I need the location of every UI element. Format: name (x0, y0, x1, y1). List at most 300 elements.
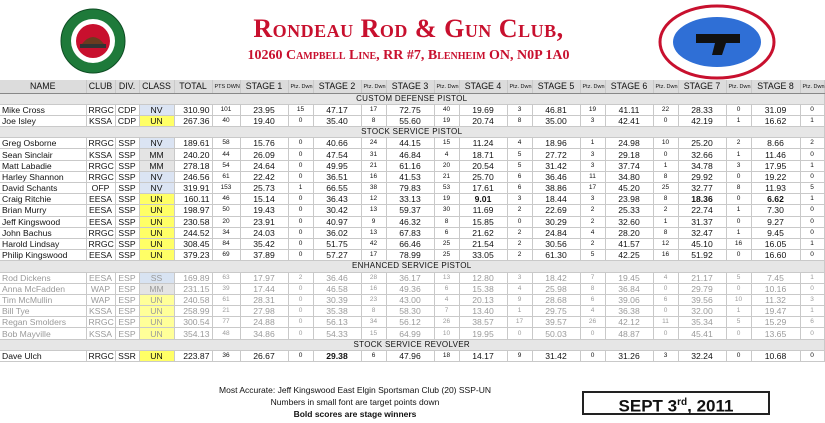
competitor-row (0, 115, 824, 126)
stage-time: 20.13 (459, 294, 507, 305)
stage-time: 66.46 (386, 238, 434, 249)
stage-penalty: 1 (726, 149, 751, 160)
competitor-row (0, 294, 824, 305)
stage-time: 18.42 (532, 272, 580, 283)
stage-penalty: 16 (361, 283, 386, 294)
stage-penalty: 2 (580, 216, 605, 227)
stage-time: 44.15 (386, 138, 434, 149)
stage-time: 19.40 (240, 115, 288, 126)
competitor-division: ESP (115, 294, 139, 305)
stage-penalty: 0 (800, 216, 824, 227)
col-stage-2-header: STAGE 2 (313, 80, 361, 93)
stage-penalty: 4 (580, 306, 605, 317)
stage-time: 23.91 (240, 216, 288, 227)
club-title: Rondeau Rod & Gun Club, (253, 14, 564, 43)
competitor-division: SSP (115, 149, 139, 160)
competitor-name: Matt Labadie (0, 160, 86, 171)
stage-penalty: 7 (580, 272, 605, 283)
stage-penalty: 26 (580, 317, 605, 328)
col-stage-1-header: STAGE 1 (240, 80, 288, 93)
stage-time: 8.66 (751, 138, 800, 149)
stage-time: 35.38 (313, 306, 361, 317)
competitor-division: SSP (115, 171, 139, 182)
stage-penalty: 0 (800, 283, 824, 294)
stage-time: 19.69 (459, 104, 507, 115)
stage-time: 35.00 (532, 115, 580, 126)
stage-time: 10.68 (751, 350, 800, 361)
competitor-club: OFP (86, 183, 115, 194)
stage-penalty: 0 (288, 306, 313, 317)
stage-penalty: 6 (434, 283, 459, 294)
col-pts-down-label: PTS DWN (214, 84, 240, 91)
stage-penalty: 10 (653, 138, 678, 149)
stage-penalty: 1 (653, 216, 678, 227)
stage-time: 19.45 (605, 272, 653, 283)
stage-penalty: 25 (653, 183, 678, 194)
stage-penalty: 0 (288, 216, 313, 227)
competitor-club: WAP (86, 294, 115, 305)
stage-time: 24.03 (240, 227, 288, 238)
stage-penalty: 34 (361, 317, 386, 328)
stage-time: 22.69 (532, 205, 580, 216)
stage-penalty: 0 (507, 216, 532, 227)
stage-time: 66.55 (313, 183, 361, 194)
stage-penalty: 0 (653, 149, 678, 160)
col-stage-4-header: STAGE 4 (459, 80, 507, 93)
stage-penalty: 3 (580, 194, 605, 205)
competitor-club: KSSA (86, 115, 115, 126)
competitor-total: 230.58 (174, 216, 212, 227)
stage-time: 15.29 (751, 317, 800, 328)
stage-time: 14.17 (459, 350, 507, 361)
stage-time: 19.47 (751, 306, 800, 317)
stage-time: 50.03 (532, 328, 580, 339)
stage-penalty: 0 (800, 149, 824, 160)
stage-penalty: 0 (726, 328, 751, 339)
stage-penalty: 17 (361, 104, 386, 115)
stage-time: 10.16 (751, 283, 800, 294)
stage-time: 25.33 (605, 205, 653, 216)
stage-penalty: 2 (580, 205, 605, 216)
stage-penalty: 8 (580, 283, 605, 294)
stage-penalty: 2 (507, 250, 532, 261)
competitor-name: Regan Smolders (0, 317, 86, 328)
stage-penalty: 6 (653, 294, 678, 305)
stage-time: 16.05 (751, 238, 800, 249)
competitor-total: 169.89 (174, 272, 212, 283)
stage-penalty: 13 (361, 205, 386, 216)
stage-time: 45.41 (678, 328, 726, 339)
stage-time: 37.74 (605, 160, 653, 171)
stage-time: 25.20 (678, 138, 726, 149)
stage-time: 11.32 (751, 294, 800, 305)
competitor-division: SSP (115, 183, 139, 194)
competitor-division: CDP (115, 104, 139, 115)
stage-time: 15.76 (240, 138, 288, 149)
competitor-class: NV (139, 138, 174, 149)
stage-time: 7.30 (751, 205, 800, 216)
stage-time: 34.80 (605, 171, 653, 182)
competitor-name: Bob Mayville (0, 328, 86, 339)
competitor-division: ESP (115, 328, 139, 339)
stage-time: 35.42 (240, 238, 288, 249)
penalty-label: Ptz. Dwn (363, 84, 386, 91)
stage-time: 17.61 (459, 183, 507, 194)
stage-time: 9.45 (751, 227, 800, 238)
competitor-total: 231.15 (174, 283, 212, 294)
competitor-row (0, 306, 824, 317)
stage-time: 45.10 (678, 238, 726, 249)
stage-time: 31.26 (605, 350, 653, 361)
stage-time: 19.43 (240, 205, 288, 216)
stage-time: 61.16 (386, 160, 434, 171)
match-date-suffix: rd (677, 397, 688, 408)
stage-penalty: 3 (507, 272, 532, 283)
competitor-club: RRGC (86, 160, 115, 171)
stage-penalty: 12 (361, 194, 386, 205)
stage-time: 41.53 (386, 171, 434, 182)
stage-penalty: 12 (653, 238, 678, 249)
competitor-division: SSR (115, 350, 139, 361)
competitor-class: UN (139, 350, 174, 361)
competitor-points-down: 61 (212, 294, 240, 305)
section-title: STOCK SERVICE PISTOL (0, 127, 824, 138)
section-title: ENHANCED SERVICE PISTOL (0, 261, 824, 272)
competitor-class: NV (139, 104, 174, 115)
stage-penalty: 0 (653, 283, 678, 294)
stage-penalty: 2 (580, 238, 605, 249)
col-class-header: CLASS (139, 80, 174, 93)
stage-penalty: 8 (361, 115, 386, 126)
stage-penalty: 0 (800, 328, 824, 339)
competitor-total: 189.61 (174, 138, 212, 149)
stage-time: 29.79 (678, 283, 726, 294)
competitor-total: 308.45 (174, 238, 212, 249)
stage-penalty: 8 (653, 227, 678, 238)
stage-penalty: 0 (288, 238, 313, 249)
club-address: 10260 Campbell Line, RR #7, Blenheim ON, N0P 1A0 (247, 48, 570, 63)
competitor-division: ESP (115, 283, 139, 294)
stage-time: 49.36 (386, 283, 434, 294)
stage-penalty: 1 (800, 194, 824, 205)
table-header (0, 80, 824, 93)
competitor-row (0, 350, 824, 361)
competitor-club: EESA (86, 216, 115, 227)
stage-time: 23.98 (605, 194, 653, 205)
competitor-total: 240.58 (174, 294, 212, 305)
stage-penalty: 3 (507, 194, 532, 205)
stage-time: 30.39 (313, 294, 361, 305)
col-div-header: DIV. (115, 80, 139, 93)
competitor-row (0, 171, 824, 182)
competitor-name: Dave Ulch (0, 350, 86, 361)
competitor-club: RRGC (86, 104, 115, 115)
competitor-points-down: 40 (212, 115, 240, 126)
stage-time: 28.20 (605, 227, 653, 238)
stage-time: 19.22 (751, 171, 800, 182)
stage-penalty: 17 (361, 250, 386, 261)
competitor-points-down: 50 (212, 205, 240, 216)
stage-time: 47.54 (313, 149, 361, 160)
stage-time: 29.38 (313, 350, 361, 361)
stage-penalty: 0 (288, 115, 313, 126)
competitor-class: SS (139, 272, 174, 283)
stage-time: 16.62 (751, 115, 800, 126)
stage-penalty: 0 (507, 328, 532, 339)
competitor-row (0, 317, 824, 328)
stage-penalty: 0 (653, 328, 678, 339)
competitor-division: SSP (115, 194, 139, 205)
stage-time: 18.44 (532, 194, 580, 205)
stage-penalty: 16 (361, 171, 386, 182)
stage-penalty: 6 (434, 227, 459, 238)
stage-time: 27.72 (532, 149, 580, 160)
stage-time: 6.62 (751, 194, 800, 205)
stage-time: 39.57 (532, 317, 580, 328)
competitor-points-down: 34 (212, 227, 240, 238)
competitor-club: RRGC (86, 317, 115, 328)
stage-time: 29.18 (605, 149, 653, 160)
stage-time: 38.86 (532, 183, 580, 194)
competitor-total: 267.36 (174, 115, 212, 126)
stage-penalty: 6 (507, 183, 532, 194)
stage-penalty: 5 (726, 317, 751, 328)
competitor-points-down: 69 (212, 250, 240, 261)
stage-penalty: 7 (434, 306, 459, 317)
competitor-row (0, 216, 824, 227)
stage-penalty: 9 (507, 350, 532, 361)
competitor-club: RRGC (86, 138, 115, 149)
competitor-class: NV (139, 171, 174, 182)
competitor-name: Brian Murry (0, 205, 86, 216)
match-date-year: , 2011 (687, 396, 734, 416)
stage-penalty: 0 (800, 227, 824, 238)
stage-time: 15.85 (459, 216, 507, 227)
stage-penalty: 4 (507, 283, 532, 294)
competitor-points-down: 20 (212, 216, 240, 227)
section-row (0, 127, 824, 138)
stage-time: 25.98 (532, 283, 580, 294)
stage-time: 37.89 (240, 250, 288, 261)
competitor-class: UN (139, 238, 174, 249)
stage-time: 46.84 (386, 149, 434, 160)
stage-time: 22.42 (240, 171, 288, 182)
stage-time: 17.44 (240, 283, 288, 294)
competitor-club: RRGC (86, 238, 115, 249)
stage-penalty: 19 (434, 115, 459, 126)
stage-penalty: 6 (361, 350, 386, 361)
col-pts-down-header (212, 80, 240, 93)
stage-penalty: 1 (800, 306, 824, 317)
stage-penalty: 10 (434, 328, 459, 339)
stage-penalty: 0 (726, 350, 751, 361)
competitor-name: Jeff Kingswood (0, 216, 86, 227)
competitor-name: Greg Osborne (0, 138, 86, 149)
stage-time: 20.74 (459, 115, 507, 126)
stage-penalty: 2 (288, 272, 313, 283)
stage-time: 42.41 (605, 115, 653, 126)
stage-penalty: 1 (580, 138, 605, 149)
competitor-club: EESA (86, 194, 115, 205)
competitor-class: UN (139, 194, 174, 205)
stage-penalty: 5 (507, 160, 532, 171)
stage-penalty: 1 (288, 183, 313, 194)
stage-time: 17.97 (240, 272, 288, 283)
col-stage-3-penalty-header (434, 80, 459, 93)
stage-time: 7.45 (751, 272, 800, 283)
stage-time: 19.95 (459, 328, 507, 339)
stage-time: 11.69 (459, 205, 507, 216)
stage-time: 20.54 (459, 160, 507, 171)
stage-penalty: 6 (580, 294, 605, 305)
stage-time: 11.24 (459, 138, 507, 149)
stage-time: 61.30 (532, 250, 580, 261)
stage-time: 21.54 (459, 238, 507, 249)
stage-time: 36.51 (313, 171, 361, 182)
stage-time: 28.31 (240, 294, 288, 305)
stage-penalty: 30 (434, 205, 459, 216)
stage-penalty: 4 (434, 149, 459, 160)
stage-time: 33.13 (386, 194, 434, 205)
stage-time: 16.60 (751, 250, 800, 261)
stage-time: 36.43 (313, 194, 361, 205)
stage-time: 46.58 (313, 283, 361, 294)
stage-time: 47.17 (313, 104, 361, 115)
stage-time: 46.32 (386, 216, 434, 227)
stage-time: 45.20 (605, 183, 653, 194)
competitor-class: UN (139, 294, 174, 305)
competitor-club: RRGC (86, 350, 115, 361)
stage-time: 29.92 (678, 171, 726, 182)
stage-time: 32.60 (605, 216, 653, 227)
stage-penalty: 16 (653, 250, 678, 261)
stage-time: 29.75 (532, 306, 580, 317)
stage-time: 27.98 (240, 306, 288, 317)
competitor-points-down: 58 (212, 138, 240, 149)
penalty-label: Ptz. Dwn (802, 84, 825, 91)
competitor-division: ESP (115, 317, 139, 328)
competitor-division: ESP (115, 306, 139, 317)
stage-time: 24.64 (240, 160, 288, 171)
stage-penalty: 6 (800, 317, 824, 328)
stage-time: 13.65 (751, 328, 800, 339)
stage-time: 33.05 (459, 250, 507, 261)
stage-time: 78.99 (386, 250, 434, 261)
stage-penalty: 2 (507, 227, 532, 238)
stage-penalty: 17 (507, 317, 532, 328)
stage-time: 36.46 (313, 272, 361, 283)
stage-time: 40.97 (313, 216, 361, 227)
stage-penalty: 1 (507, 306, 532, 317)
section-row (0, 339, 824, 350)
stage-time: 59.37 (386, 205, 434, 216)
competitor-club: EESA (86, 272, 115, 283)
footer (0, 384, 799, 423)
competitor-total: 258.99 (174, 306, 212, 317)
stage-penalty: 0 (288, 171, 313, 182)
stage-penalty: 0 (726, 171, 751, 182)
stage-penalty: 1 (726, 205, 751, 216)
stage-penalty: 15 (361, 328, 386, 339)
stage-penalty: 0 (800, 104, 824, 115)
stage-penalty: 10 (726, 294, 751, 305)
competitor-total: 246.56 (174, 171, 212, 182)
stage-penalty: 4 (580, 227, 605, 238)
match-date-main: SEPT 3 (618, 396, 678, 416)
competitor-class: UN (139, 227, 174, 238)
col-stage-1-penalty-header (288, 80, 313, 93)
stage-time: 18.36 (678, 194, 726, 205)
stage-penalty: 5 (507, 149, 532, 160)
col-stage-7-penalty-header (726, 80, 751, 93)
competitor-total: 198.97 (174, 205, 212, 216)
competitor-division: SSP (115, 216, 139, 227)
stage-penalty: 24 (361, 138, 386, 149)
stage-penalty: 3 (580, 160, 605, 171)
stage-time: 26.67 (240, 350, 288, 361)
stage-time: 42.19 (678, 115, 726, 126)
stage-time: 34.78 (678, 160, 726, 171)
stage-penalty: 0 (288, 317, 313, 328)
stage-penalty: 3 (580, 149, 605, 160)
competitor-name: Tim McMullin (0, 294, 86, 305)
stage-time: 25.70 (459, 171, 507, 182)
stage-time: 42.12 (605, 317, 653, 328)
stage-time: 31.09 (751, 104, 800, 115)
stage-penalty: 1 (800, 272, 824, 283)
competitor-class: MM (139, 160, 174, 171)
stage-time: 43.00 (386, 294, 434, 305)
stage-time: 41.11 (605, 104, 653, 115)
competitor-name: Rod Dickens (0, 272, 86, 283)
stage-time: 39.06 (605, 294, 653, 305)
col-stage-4-penalty-header (507, 80, 532, 93)
competitor-club: WAP (86, 283, 115, 294)
stage-time: 56.12 (386, 317, 434, 328)
stage-penalty: 23 (361, 294, 386, 305)
stage-penalty: 3 (726, 160, 751, 171)
competitor-row (0, 205, 824, 216)
idpa-logo (658, 4, 776, 80)
stage-penalty: 2 (507, 205, 532, 216)
competitor-class: UN (139, 216, 174, 227)
competitor-name: David Schants (0, 183, 86, 194)
stage-penalty: 0 (580, 350, 605, 361)
stage-penalty: 0 (288, 350, 313, 361)
stage-time: 47.96 (386, 350, 434, 361)
competitor-points-down: 21 (212, 306, 240, 317)
stage-penalty: 0 (726, 104, 751, 115)
stage-time: 31.42 (532, 160, 580, 171)
competitor-club: EESA (86, 205, 115, 216)
stage-time: 13.40 (459, 306, 507, 317)
stage-penalty: 0 (580, 328, 605, 339)
competitor-total: 278.18 (174, 160, 212, 171)
stage-penalty: 0 (726, 216, 751, 227)
stage-penalty: 9 (361, 216, 386, 227)
stage-time: 11.46 (751, 149, 800, 160)
stage-time: 55.60 (386, 115, 434, 126)
competitor-row (0, 227, 824, 238)
competitor-name: John Bachus (0, 227, 86, 238)
competitor-row (0, 160, 824, 171)
stage-penalty: 26 (434, 317, 459, 328)
stage-penalty: 6 (507, 171, 532, 182)
stage-time: 11.93 (751, 183, 800, 194)
results-body (0, 93, 824, 362)
stage-penalty: 0 (800, 250, 824, 261)
stage-time: 9.27 (751, 216, 800, 227)
